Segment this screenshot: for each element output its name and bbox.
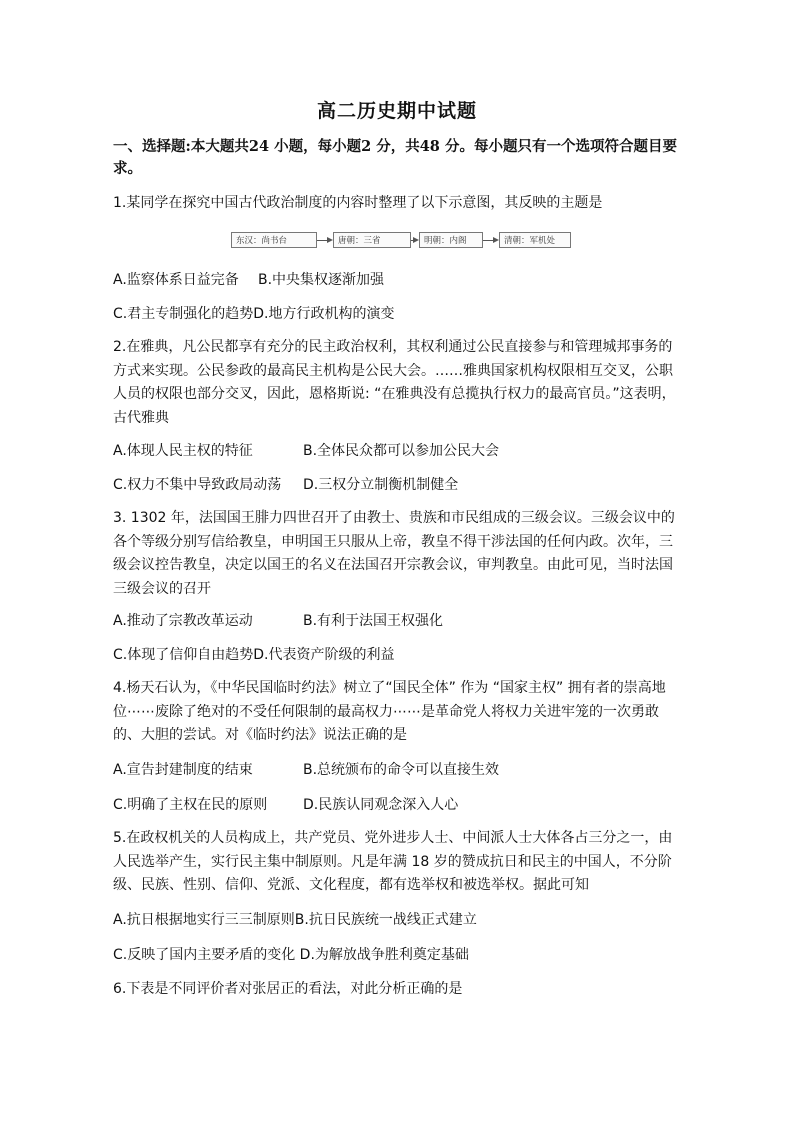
- option-a[interactable]: A.宣告封建制度的结束: [113, 762, 253, 778]
- option-a[interactable]: A.监察体系日益完备: [113, 272, 239, 288]
- question-4-options-ab: [113, 760, 693, 780]
- option-c[interactable]: C.权力不集中导致政局动荡: [113, 477, 282, 493]
- question-5-stem: 5.在政权机关的人员构成上，共产党员、党外进步人士、中间派人士大体各占三分之一，由人民选举产生，实行民主集中制原则。凡是年满 18 岁的赞成抗日和民主的中国人，不分阶级、民族、性别、信仰、党派、文化程度，都有选举权和被选举权。据此可知: [113, 830, 673, 893]
- option-b[interactable]: B.总统颁布的命令可以直接生效: [303, 762, 500, 778]
- question-4-stem: 4.杨天石认为，《中华民国临时约法》树立了“国民全体” 作为 “国家主权” 拥有者的崇高地 位⋯⋯废除了绝对的不受任何限制的最高权力⋯⋯是革命党人将权力关进牢笼的一次勇敢 的、大胆的尝试。对《临时约法》说法正确的是: [113, 680, 666, 743]
- question-3-stem: 3. 1302 年，法国国王腓力四世召开了由教士、贵族和市民组成的三级会议。三级会议中的各个等级分别写信给教皇，申明国王只服从上帝，教皇不得干涉法国的任何内政。次年，三级会议控告教皇，决定以国王的名义在法国召开宗教会议，审判教皇。由此可见，当时法国三级会议的召开: [113, 510, 675, 597]
- question-6-stem: 6.下表是不同评价者对张居正的看法，对此分析正确的是: [113, 981, 463, 997]
- question-3-options-cd[interactable]: C.体现了信仰自由趋势D.代表资产阶级的利益: [113, 647, 395, 663]
- question-5-options-ab[interactable]: A.抗日根据地实行三三制原则B.抗日民族统一战线正式建立: [113, 912, 477, 928]
- flow-box-qing: 清朝：军机处: [499, 232, 571, 248]
- question-2-options-ab: [113, 441, 693, 461]
- option-d[interactable]: D.民族认同观念深入人心: [303, 797, 459, 813]
- question-1-stem: 1.某同学在探究中国古代政治制度的内容时整理了以下示意图，其反映的主题是: [113, 195, 603, 211]
- question-1-options-ab: [113, 270, 693, 290]
- page-title: 高二历史期中试题: [316, 100, 477, 122]
- option-b[interactable]: B.有利于法国王权强化: [303, 613, 444, 629]
- question-2-stem: 2.在雅典，凡公民都享有充分的民主政治权利，其权利通过公民直接参与和管理城邦事务的方式来实现。公民参政的最高民主机构是公民大会。……雅典国家机构权限相互交叉，公职 人员的权限也部分交叉，因此，恩格斯说: “在雅典没有总揽执行权力的最高官员。”这表明，古代雅典: [113, 339, 676, 426]
- option-a[interactable]: A.体现人民主权的特征: [113, 443, 253, 459]
- flow-box-ming: 明朝：内阁: [419, 232, 483, 248]
- question-1-options-cd[interactable]: C.君主专制强化的趋势D.地方行政机构的演变: [113, 306, 395, 322]
- option-b[interactable]: B.中央集权逐渐加强: [258, 272, 385, 288]
- question-3-options-ab: [113, 611, 693, 631]
- option-b[interactable]: B.全体民众都可以参加公民大会: [303, 443, 500, 459]
- question-4-options-cd: [113, 795, 693, 815]
- section-heading: 一、选择题:本大题共24 小题，每小题2 分，共48 分。每小题只有一个选项符合题目要求。: [113, 138, 677, 177]
- option-a[interactable]: A.推动了宗教改革运动: [113, 613, 253, 629]
- question-1-flow-diagram: [231, 232, 571, 250]
- flow-box-donghan: 东汉：尚书台: [231, 232, 317, 248]
- option-c[interactable]: C.明确了主权在民的原则: [113, 797, 268, 813]
- question-2-options-cd: [113, 475, 693, 495]
- question-5-options-cd[interactable]: C.反映了国内主要矛盾的变化 D.为解放战争胜利奠定基础: [113, 947, 469, 963]
- flow-box-tang: 唐朝：三省: [333, 232, 411, 248]
- option-d[interactable]: D.三权分立制衡机制健全: [303, 477, 459, 493]
